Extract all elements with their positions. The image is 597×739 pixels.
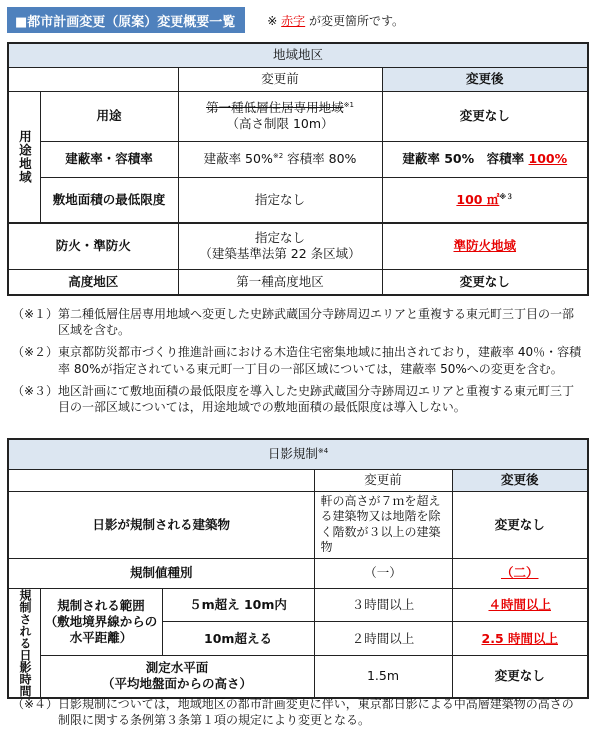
shadow-header-blank bbox=[8, 469, 314, 491]
row-plane-after: 変更なし bbox=[452, 655, 588, 697]
row-shubetsu-label: 規制値種別 bbox=[8, 558, 314, 588]
range-label: 規制される範囲 （敷地境界線からの水平距離） bbox=[40, 588, 162, 655]
row-5to10-before: ３時間以上 bbox=[314, 588, 452, 622]
zoning-header-blank bbox=[8, 67, 178, 91]
row-building-after: 変更なし bbox=[452, 491, 588, 558]
note-1: （※１） 第二種低層住居専用地域へ変更した史跡武蔵国分寺跡周辺エリアと重複する東元町三丁目の一部区域を含む。 bbox=[12, 307, 575, 338]
row-plane-label: 測定水平面 （平均地盤面からの高さ） bbox=[40, 655, 314, 697]
row-bouka-label: 防火・準防火 bbox=[8, 223, 178, 269]
row-kenpei-after: 建蔽率 50% 容積率 100% bbox=[382, 141, 588, 177]
row-bouka-before: 指定なし （建築基準法第 22 条区域） bbox=[178, 223, 382, 269]
row-kenpei-label: 建蔽率・容積率 bbox=[40, 141, 178, 177]
legend-note: ※ 赤字 が変更箇所です。 bbox=[267, 13, 405, 28]
note-3: （※３） 地区計画にて敷地面積の最低限度を導入した史跡武蔵国分寺跡周辺エリアと重複する東元町三丁目の一部区域については，用途地域での敷地面積の最低限度は導入しない。 bbox=[12, 383, 575, 414]
row-shubetsu-before: （一） bbox=[314, 558, 452, 588]
row-10plus-after: 2.5 時間以上 bbox=[452, 622, 588, 656]
shadow-group-label: 規制される日影時間 bbox=[8, 588, 40, 698]
row-menseki-label: 敷地面積の最低限度 bbox=[40, 177, 178, 223]
row-menseki-before: 指定なし bbox=[178, 177, 382, 223]
row-building-before: 軒の高さが７ｍを超える建築物又は地階を除く階数が３以上の建築物 bbox=[314, 491, 452, 558]
zoning-table bbox=[7, 42, 589, 296]
row-bouka-after: 準防火地域 bbox=[382, 223, 588, 269]
shadow-notes bbox=[12, 696, 584, 734]
row-shubetsu-after: （二） bbox=[452, 558, 588, 588]
row-youto-before: 第一種低層住居専用地域$^{※1}$ （高さ制限 10m） bbox=[178, 91, 382, 141]
row-5to10-after: ４時間以上 bbox=[452, 588, 588, 622]
shadow-table bbox=[7, 438, 589, 699]
row-youto-label: 用途 bbox=[40, 91, 178, 141]
zoning-notes bbox=[12, 306, 584, 421]
shadow-col-before: 変更前 bbox=[314, 469, 452, 491]
row-10plus-before: ２時間以上 bbox=[314, 622, 452, 656]
legend-red-text: 赤字 bbox=[281, 13, 306, 28]
note-4: （※４） 日影規制については，地域地区の都市計画変更に伴い，東京都日影による中高層建築物の高さの制限に関する条例第３条第１項の規定により変更となる。 bbox=[12, 697, 574, 728]
shadow-col-after: 変更後 bbox=[452, 469, 588, 491]
zoning-col-after: 変更後 bbox=[382, 67, 588, 91]
row-menseki-after: 100 ㎡$^{※3}$ bbox=[382, 177, 588, 223]
row-5to10-label: ５m超え 10m内 bbox=[162, 588, 314, 622]
row-kodo-after: 変更なし bbox=[382, 269, 588, 295]
page-title: ■都市計画変更（原案）変更概要一覧 bbox=[7, 7, 245, 33]
zoning-col-before: 変更前 bbox=[178, 67, 382, 91]
zoning-section-title: 地域地区 bbox=[8, 43, 588, 67]
shadow-section-title: 日影規制$^{※4}$ bbox=[8, 439, 588, 469]
zoning-group-label: 用途地域 bbox=[8, 91, 40, 223]
row-building-label: 日影が規制される建築物 bbox=[8, 491, 314, 558]
row-youto-after: 変更なし bbox=[382, 91, 588, 141]
row-kenpei-before: 建蔽率 50%$^{※2}$ 容積率 80% bbox=[178, 141, 382, 177]
note-2: （※２） 東京都防災都市づくり推進計画における木造住宅密集地域に抽出されており，建蔽率 40％・容積率 80%が指定されている東元町一丁目の一部区域については，建蔽率 50%への変更を含む。 bbox=[12, 345, 582, 376]
row-10plus-label: 10m超える bbox=[162, 622, 314, 656]
row-kodo-label: 高度地区 bbox=[8, 269, 178, 295]
row-plane-before: 1.5m bbox=[314, 655, 452, 697]
page-header bbox=[7, 7, 404, 33]
row-kodo-before: 第一種高度地区 bbox=[178, 269, 382, 295]
